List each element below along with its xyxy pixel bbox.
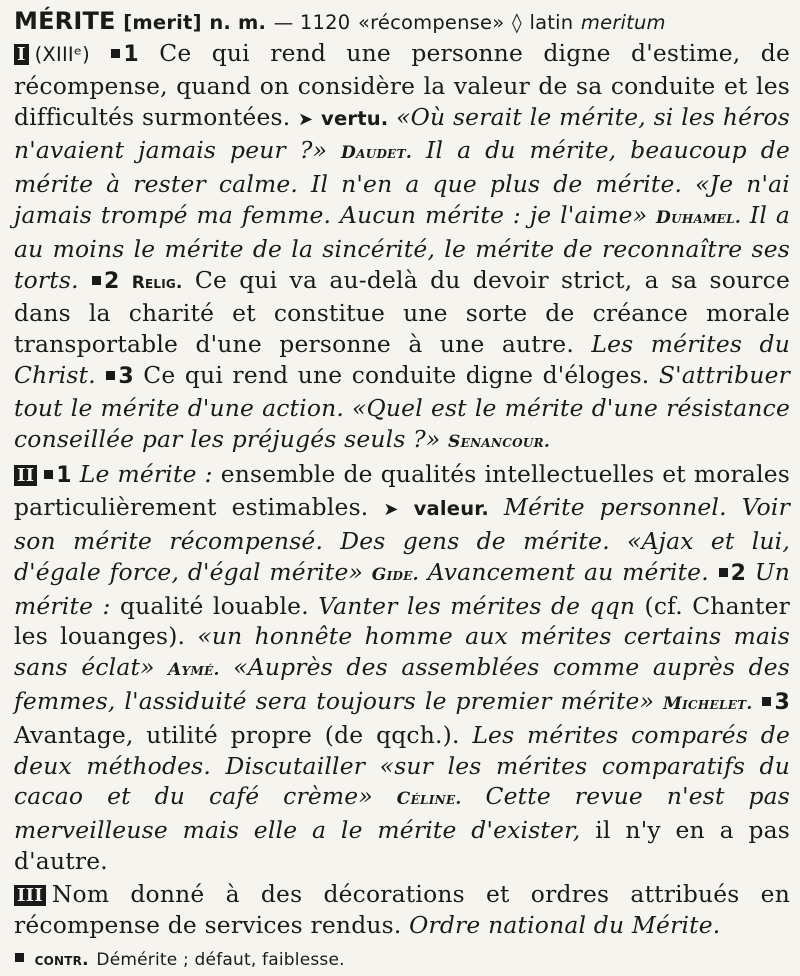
- example: Vanter les mérites de qqn: [318, 591, 636, 620]
- roman-numeral-II: II: [14, 465, 37, 486]
- headword: MÉRITE: [14, 7, 116, 35]
- etymology-diamond-icon: ◊: [512, 11, 522, 34]
- usage-label: Le mérite :: [79, 460, 213, 489]
- etymology-source: meritum: [580, 11, 666, 34]
- definition: il n'y en a pas d'autre.: [14, 816, 791, 875]
- definition: ensemble de qualités intellectuelles et morales particulièrement estimables.: [14, 460, 790, 522]
- part-of-speech: n. m.: [209, 11, 267, 34]
- square-bullet-icon: [15, 953, 24, 962]
- example: Ordre national du Mérite.: [409, 910, 721, 939]
- example: Il a au moins le mérite de la sincérité, le mérite de reconnaître ses torts.: [14, 200, 791, 294]
- square-bullet-icon: [762, 697, 771, 706]
- citation-author: Michelet.: [662, 693, 753, 714]
- sense-III: [14, 879, 790, 941]
- dictionary-entry: [14, 6, 790, 976]
- definition: (cf. Chanter les louanges).: [14, 591, 790, 651]
- cross-reference-arrow-icon: ➤: [298, 108, 314, 130]
- cross-reference-arrow-icon: ➤: [383, 499, 399, 521]
- definition: Avantage, utilité propre (de qqch.).: [14, 720, 460, 749]
- antonyms: [14, 942, 790, 976]
- example: Avancement au mérite.: [427, 557, 709, 586]
- subsense-number: 1: [123, 42, 139, 67]
- example: Les mérites du Christ.: [14, 330, 790, 389]
- pronunciation: [merit]: [123, 11, 202, 34]
- etymology-date: — 1120: [273, 11, 351, 34]
- square-bullet-icon: [44, 470, 53, 479]
- square-bullet-icon: [92, 276, 101, 285]
- example: Il a du mérite, beaucoup de mérite à rester calme. Il n'en a que plus de mérite. «Je n'ai jamais trompé ma femme. Aucun mérite : je l'aime»: [14, 136, 790, 229]
- citation: «Auprès des assemblées comme auprès des femmes, l'assiduité sera toujours le premier mérite»: [14, 653, 791, 715]
- subsense-number: 1: [56, 463, 72, 489]
- definition: Ce qui va au-delà du devoir strict, a sa source dans la charité et constitue une sorte de créance morale transportable d'une personne à une autre.: [14, 265, 791, 359]
- citation-author: Senancour.: [448, 431, 551, 452]
- roman-numeral-I: I: [14, 44, 29, 65]
- definition: Nom donné à des décorations et ordres attribués en récompense de services rendus.: [14, 879, 790, 939]
- example: Cette revue n'est pas merveilleuse mais elle a le mérite d'exister,: [14, 782, 791, 845]
- citation-author: Aymé.: [168, 660, 220, 681]
- subsense-number: 3: [774, 689, 790, 715]
- cross-reference: vertu.: [321, 106, 389, 130]
- example: S'attribuer tout le mérite d'une action. «Quel est le mérite d'une résistance conseillée par les préjugés seuls ?»: [14, 360, 791, 453]
- square-bullet-icon: [106, 371, 115, 380]
- definition: Ce qui rend une conduite digne d'éloges.: [143, 360, 650, 389]
- subsense-number: 2: [103, 268, 120, 294]
- etymology-gloss: «récompense»: [357, 11, 505, 34]
- sense-I: [14, 38, 790, 457]
- example: Les mérites comparés de deux méthodes. Discutailler «sur les mérites comparatifs du cacao et du café crème»: [14, 720, 790, 811]
- citation-author: Gide.: [371, 564, 419, 585]
- square-bullet-icon: [719, 568, 728, 577]
- usage-label: Un mérite :: [14, 557, 791, 620]
- antonyms-label: contr.: [34, 950, 89, 971]
- etymology-language: latin: [529, 11, 574, 34]
- period-label: (XIIIᵉ): [34, 43, 90, 66]
- domain-label: Relig.: [131, 272, 183, 293]
- citation: «Où serait le mérite, si les héros n'avaient jamais peur ?»: [14, 102, 790, 165]
- citation-author: Daudet.: [341, 143, 413, 164]
- sense-II: [14, 459, 790, 876]
- cross-reference: valeur.: [413, 497, 489, 521]
- citation-author: Céline.: [396, 789, 462, 810]
- example: Mérite personnel. Voir son mérite récompensé. Des gens de mérite. «Ajax et lui, d'égale force, d'égal mérite»: [14, 493, 790, 586]
- roman-numeral-III: III: [14, 885, 46, 906]
- entry-header: [14, 6, 790, 38]
- antonyms-text: Démérite ; défaut, faiblesse.: [96, 950, 345, 971]
- square-bullet-icon: [111, 49, 120, 58]
- definition: Ce qui rend une personne digne d'estime, de récompense, quand on considère la valeur de sa conduite et les difficultés surmontées.: [14, 39, 790, 131]
- citation: «un honnête homme aux mérites certains mais sans éclat»: [14, 622, 790, 682]
- subsense-number: 3: [118, 363, 134, 389]
- subsense-number: 2: [730, 560, 747, 586]
- definition: qualité louable.: [119, 591, 309, 620]
- citation-author: Duhamel.: [656, 207, 742, 228]
